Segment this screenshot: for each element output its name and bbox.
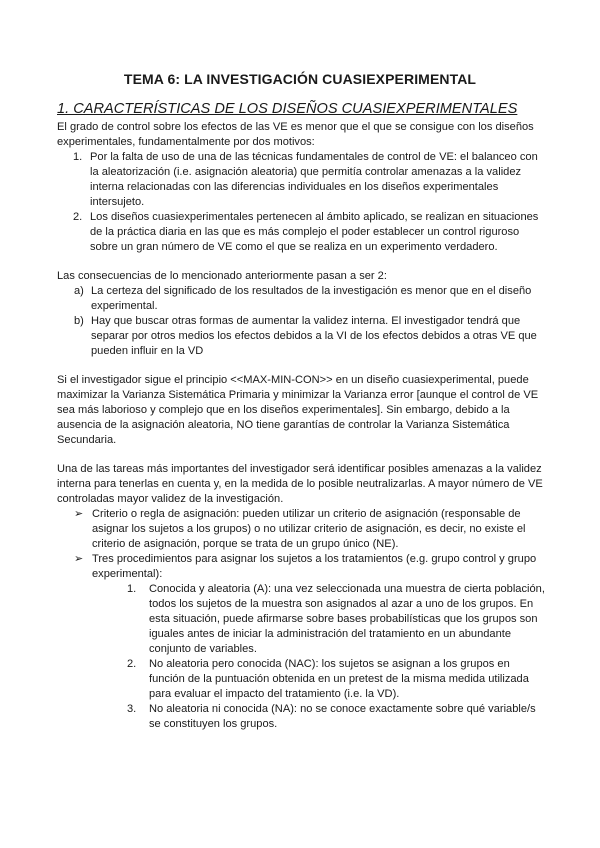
document-title: TEMA 6: LA INVESTIGACIÓN CUASIEXPERIMENTAL bbox=[123, 71, 477, 87]
list-marker: 2. bbox=[127, 658, 137, 670]
consequence-item bbox=[57, 284, 547, 314]
consequences-intro: Las consecuencias de lo mencionado anteriormente pasan a ser 2: bbox=[57, 270, 387, 282]
motive-text: Por la falta de uso de una de las técnicas fundamentales de control de VE: el balanceo con la aleatorización (i.e. asignación aleatoria) que permitía controlar amenazas a la validez interna relacionadas con las diferencias individuales en los diseños experimentales intersujeto. bbox=[90, 151, 538, 208]
procedure-item bbox=[57, 582, 547, 657]
intro-paragraph: El grado de control sobre los efectos de las VE es menor que el que se consigue con los diseños experimentales, fundamentalmente por dos motivos: bbox=[57, 121, 534, 148]
list-marker: 1. bbox=[127, 583, 137, 595]
section-heading: 1. CARACTERÍSTICAS DE LOS DISEÑOS CUASIEXPERIMENTALES bbox=[57, 101, 518, 117]
procedure-text: No aleatoria pero conocida (NAC): los sujetos se asignan a los grupos en función de la puntuación obtenida en un pretest de la misma medida utilizada para evaluar el impacto del tratamiento (i.e. la VD). bbox=[149, 658, 529, 700]
procedure-text: Conocida y aleatoria (A): una vez seleccionada una muestra de cierta población, todos los sujetos de la muestra son asignados al azar a uno de los grupos. En esta situación, puede afirmarse sobre bases probabilísticas que los grupos son iguales antes de iniciar la administración del tratamiento en un abundante conjunto de variables. bbox=[149, 583, 545, 655]
arrow-bullet-icon: ➢ bbox=[74, 508, 84, 520]
procedure-item bbox=[57, 702, 547, 732]
principle-paragraph: Si el investigador sigue el principio <<MAX-MIN-CON>> en un diseño cuasiexperimental, puede maximizar la Varianza Sistemática Primaria y minimizar la Varianza error [aunque el control de VE sea más laborioso y complejo que en los diseños experimentales]. Sin embargo, debido a la ausencia de la asignación aleatoria, NO tiene garantías de controlar la Varianza Sistemática Secundaria. bbox=[57, 374, 539, 446]
tasks-paragraph: Una de las tareas más importantes del investigador será identificar posibles amenazas a la validez interna para tenerlas en cuenta y, en la medida de lo posible neutralizarlas. A mayor número de VE controladas mayor validez de la investigación. bbox=[57, 463, 543, 505]
list-marker: 2. bbox=[73, 211, 83, 223]
list-marker: 3. bbox=[127, 703, 137, 715]
bullet-text: Tres procedimientos para asignar los sujetos a los tratamientos (e.g. grupo control y grupo experimental): bbox=[92, 553, 537, 580]
procedure-item bbox=[57, 657, 547, 702]
bullet-item bbox=[57, 552, 547, 582]
procedure-text: No aleatoria ni conocida (NA): no se conoce exactamente sobre qué variable/s se constituyen los grupos. bbox=[149, 703, 536, 730]
motive-text: Los diseños cuasiexperimentales pertenecen al ámbito aplicado, se realizan en situaciones de la práctica diaria en las que es más complejo el poder establecer un control riguroso sobre un gran número de VE como el que se realiza en un experimento verdadero. bbox=[90, 211, 539, 253]
motive-item bbox=[57, 210, 547, 255]
bullet-text: Criterio o regla de asignación: pueden utilizar un criterio de asignación (responsable de asignar los sujetos a los grupos) o no utilizar criterio de asignación, es decir, no existe el criterio de asignación, porque se trata de un grupo único (NE). bbox=[92, 508, 526, 550]
document-body bbox=[57, 100, 547, 732]
list-marker: a) bbox=[74, 285, 84, 297]
bullet-item bbox=[57, 507, 547, 552]
arrow-bullet-icon: ➢ bbox=[74, 553, 84, 565]
consequence-text: Hay que buscar otras formas de aumentar la validez interna. El investigador tendrá que separar por otros medios los efectos debidos a la VI de los efectos debidos a otras VE que pueden influir en la VD bbox=[91, 315, 537, 357]
consequence-text: La certeza del significado de los resultados de la investigación es menor que en el diseño experimental. bbox=[91, 285, 532, 312]
list-marker: b) bbox=[74, 315, 84, 327]
consequence-item bbox=[57, 314, 547, 359]
motive-item bbox=[57, 150, 547, 210]
list-marker: 1. bbox=[73, 151, 83, 163]
